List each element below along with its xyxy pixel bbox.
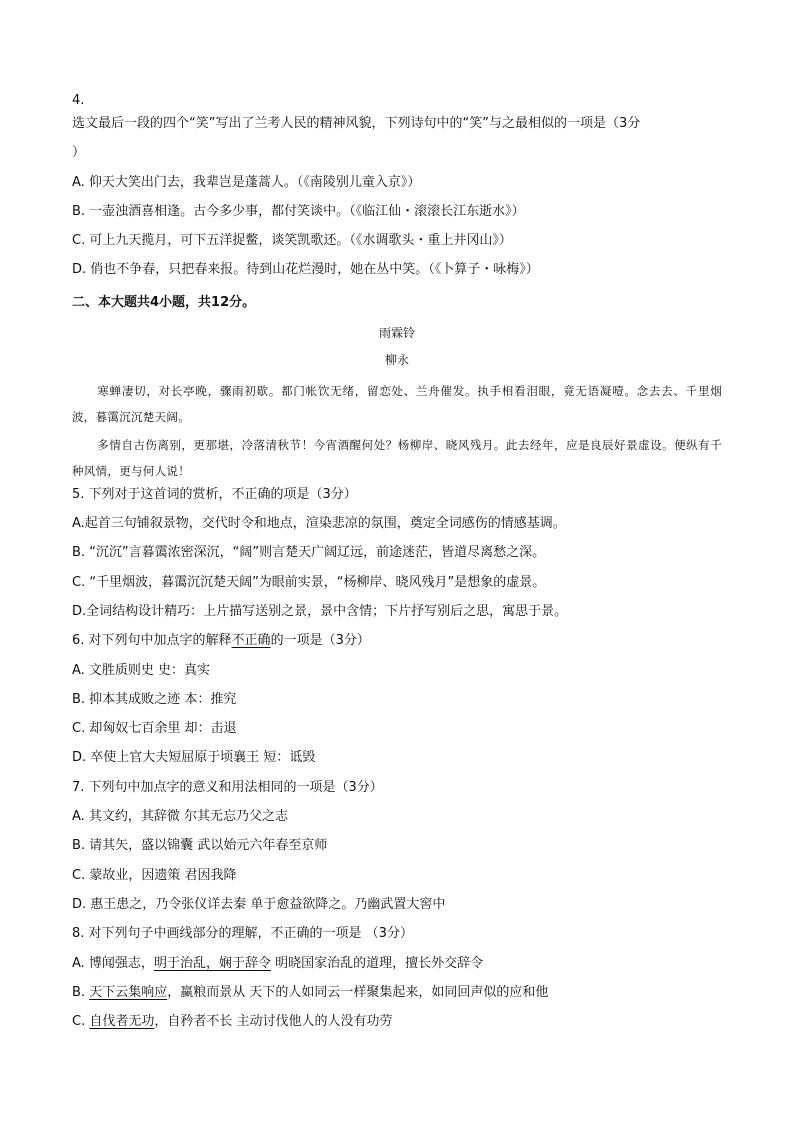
question-8-stem: 8. 对下列句子中画线部分的理解，不正确的一项是 （3分）	[72, 926, 413, 942]
question-5-stem: 5. 下列对于这首词的赏析，不正确的项是（3分）	[72, 486, 357, 502]
question-8-option-b-post: ，赢粮而景从 天下的人如同云一样聚集起来，如同回声似的应和他	[167, 984, 549, 1000]
question-4-option-d: D. 俏也不争春，只把春来报。待到山花烂漫时，她在丛中笑。（《卜算子・咏梅》）	[72, 262, 539, 278]
question-7-option-d: D. 惠王患之，乃令张仪详去秦 单于愈益欲降之。乃幽武置大窖中	[72, 896, 446, 912]
question-8-option-b-underlined: 天下云集响应	[89, 984, 168, 1000]
section-heading: 二、本大题共4小题，共12分。	[72, 294, 256, 310]
question-7-stem: 7. 下列句中加点字的意义和用法相同的一项是（3分）	[72, 779, 383, 795]
question-5-option-d: D.全词结构设计精巧：上片描写送别之景，景中含情；下片抒写别后之思，寓思于景。	[72, 603, 568, 619]
question-6-stem	[72, 632, 722, 649]
question-4-option-b: B. 一壶浊酒喜相逢。古今多少事，都付笑谈中。（《临江仙・滚滚长江东逝水》）	[72, 203, 525, 219]
poem-title: 雨霖铃	[378, 325, 415, 340]
question-5-option-b: B. “沉沉”言暮霭浓密深沉，“阔”则言楚天广阔辽远，前途迷茫，皆道尽离愁之深。	[72, 545, 546, 561]
question-4-stem-text: 选文最后一段的四个“笑”写出了兰考人民的精神风貌，下列诗句中的“笑”与之最相似的一项是（3分	[72, 116, 641, 131]
question-6-option-a: A. 文胜质则史 史：真实	[72, 662, 211, 678]
question-6-option-d: D. 卒使上官大夫短屈原于顷襄王 短：诋毁	[72, 750, 316, 766]
question-4-option-a: A. 仰天大笑出门去，我辈岂是蓬蒿人。（《南陵别儿童入京》）	[72, 174, 421, 190]
question-7-option-a: A. 其文约，其辞微 尔其无忘乃父之志	[72, 809, 289, 825]
question-5-option-a: A.起首三句铺叙景物，交代时令和地点，渲染悲凉的氛围，奠定全词感伤的情感基调。	[72, 516, 566, 532]
question-8-option-c-underlined: 自伐者无功	[89, 1014, 155, 1030]
question-5-option-c: C. “千里烟波，暮霭沉沉楚天阔”为眼前实景，“杨柳岸、晓风残月”是想象的虚景。	[72, 574, 546, 590]
question-8-option-c	[72, 1013, 722, 1030]
poem-paragraph-1: 寒蝉凄切，对长亭晚，骤雨初歇。都门帐饮无绪，留恋处、兰舟催发。执手相看泪眼，竟无语凝噎。念去去、千里烟波，暮霭沉沉楚天阔。	[72, 383, 722, 424]
question-6-stem-pre: 6. 对下列句中加点字的解释	[72, 633, 232, 649]
poem-author: 柳永	[384, 352, 409, 367]
question-6-option-b: B. 抑本其成败之迹 本：推究	[72, 691, 237, 707]
question-4-stem-end: ）	[72, 145, 86, 161]
exam-page	[72, 92, 722, 1042]
question-4-number: 4.	[72, 93, 85, 108]
question-8-option-c-pre: C.	[72, 1014, 90, 1030]
question-8-option-a-pre: A. 博闻强志，	[72, 955, 154, 971]
question-7-option-c: C. 蒙故业，因遗策 君因我降	[72, 867, 237, 883]
question-6-stem-post: 的一项是（3分）	[270, 633, 370, 649]
question-6-stem-underlined: 不正确	[231, 633, 271, 649]
question-8-option-c-post: ，自矜者不长 主动讨伐他人的人没有功劳	[154, 1014, 393, 1030]
question-4-stem	[72, 115, 722, 132]
question-8-option-b	[72, 984, 722, 1001]
question-7-option-b: B. 请其矢，盛以锦囊 武以始元六年春至京师	[72, 838, 328, 854]
question-8-option-a	[72, 955, 722, 972]
question-4-option-c: C. 可上九天揽月，可下五洋捉鳖，谈笑凯歌还。（《水调歌头・重上井冈山》）	[72, 233, 512, 249]
question-8-option-a-underlined: 明于治乱，娴于辞令	[153, 955, 271, 971]
poem-paragraph-2: 多情自古伤离别，更那堪，冷落清秋节！今宵酒醒何处？杨柳岸、晓风残月。此去经年，应是良辰好景虚设。便纵有千种风情，更与何人说！	[72, 437, 722, 478]
question-8-option-a-post: 明晓国家治乱的道理，擅长外交辞令	[270, 955, 484, 971]
question-6-option-c: C. 却匈奴七百余里 却：击退	[72, 721, 237, 737]
question-8-option-b-pre: B.	[72, 984, 90, 1000]
